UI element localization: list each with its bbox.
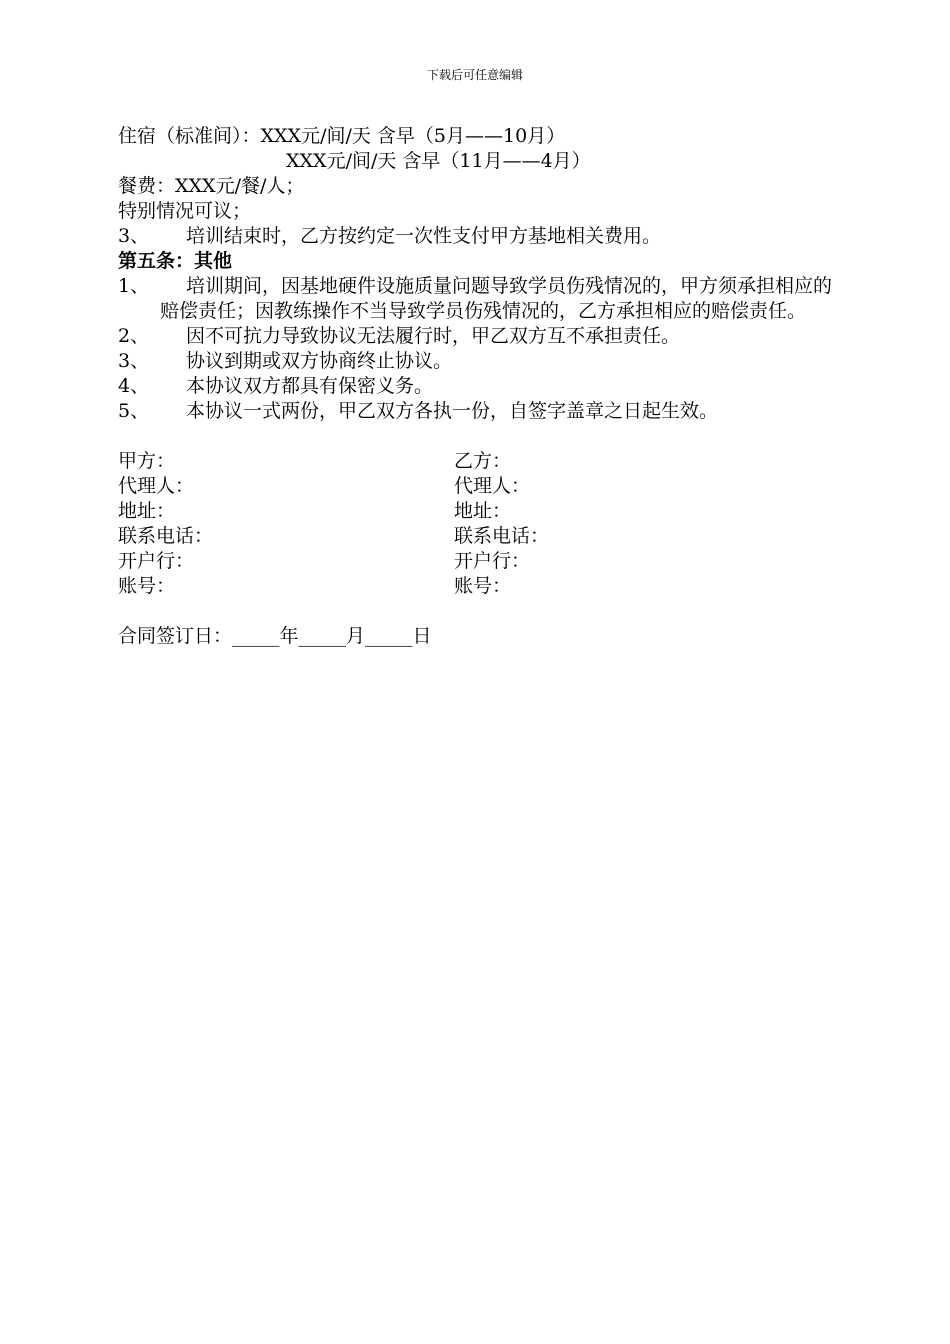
item-text-body: 培训期间，因基地硬件设施质量问题导致学员伤残情况的，甲方须承担相应的赔偿责任；因教练操作不当导致学员伤残情况的，乙方承担相应的赔偿责任。 — [160, 275, 833, 322]
lodging-price-line-2: XXX元/间/天 含早（11月——4月） — [286, 150, 591, 172]
lodging-price-line-1: 住宿（标准间）：XXX元/间/天 含早（5月——10月） — [118, 125, 566, 147]
party-a-address: 地址： — [118, 500, 176, 522]
section-5-item-1 — [118, 274, 838, 324]
party-b-agent: 代理人： — [454, 475, 531, 497]
item-text: 因不可抗力导致协议无法履行时，甲乙双方互不承担责任。 — [186, 325, 681, 347]
party-b-account: 账号： — [454, 575, 512, 597]
special-note-line: 特别情况可议； — [118, 200, 252, 222]
party-a-column — [118, 449, 454, 599]
document-body — [118, 124, 838, 649]
party-a-account: 账号： — [118, 575, 176, 597]
party-a-bank: 开户行： — [118, 550, 195, 572]
clause-3-payment — [118, 224, 838, 249]
item-number: 5、 — [118, 400, 150, 422]
item-text: 协议到期或双方协商终止协议。 — [186, 350, 453, 372]
section-5-item-4 — [118, 374, 838, 399]
item-number: 2、 — [118, 325, 150, 347]
party-b-phone: 联系电话： — [454, 525, 550, 547]
item-number: 1、 — [118, 275, 150, 297]
meal-price-line: 餐费：XXX元/餐/人； — [118, 175, 305, 197]
section-5-item-5 — [118, 399, 838, 424]
item-number: 4、 — [118, 375, 150, 397]
clause-text: 培训结束时，乙方按约定一次性支付甲方基地相关费用。 — [186, 225, 662, 247]
party-a-phone: 联系电话： — [118, 525, 214, 547]
clause-number: 3、 — [118, 225, 150, 247]
party-b-column — [454, 449, 790, 599]
signing-date-line: 合同签订日：_____年_____月_____日 — [118, 625, 432, 647]
party-a-agent: 代理人： — [118, 475, 195, 497]
party-b-address: 地址： — [454, 500, 512, 522]
spacer — [118, 599, 838, 624]
item-text — [160, 274, 838, 324]
item-text: 本协议双方都具有保密义务。 — [186, 375, 434, 397]
item-number: 3、 — [118, 350, 150, 372]
section-5-item-2 — [118, 324, 838, 349]
signature-block — [118, 449, 838, 599]
spacer — [118, 424, 838, 449]
item-text: 本协议一式两份，甲乙双方各执一份，自签字盖章之日起生效。 — [186, 400, 719, 422]
section-5-item-3 — [118, 349, 838, 374]
header-note: 下载后可任意编辑 — [426, 68, 523, 82]
party-b-name: 乙方： — [454, 450, 512, 472]
section-5-title: 第五条：其他 — [118, 250, 233, 272]
party-b-bank: 开户行： — [454, 550, 531, 572]
party-a-name: 甲方： — [118, 450, 176, 472]
